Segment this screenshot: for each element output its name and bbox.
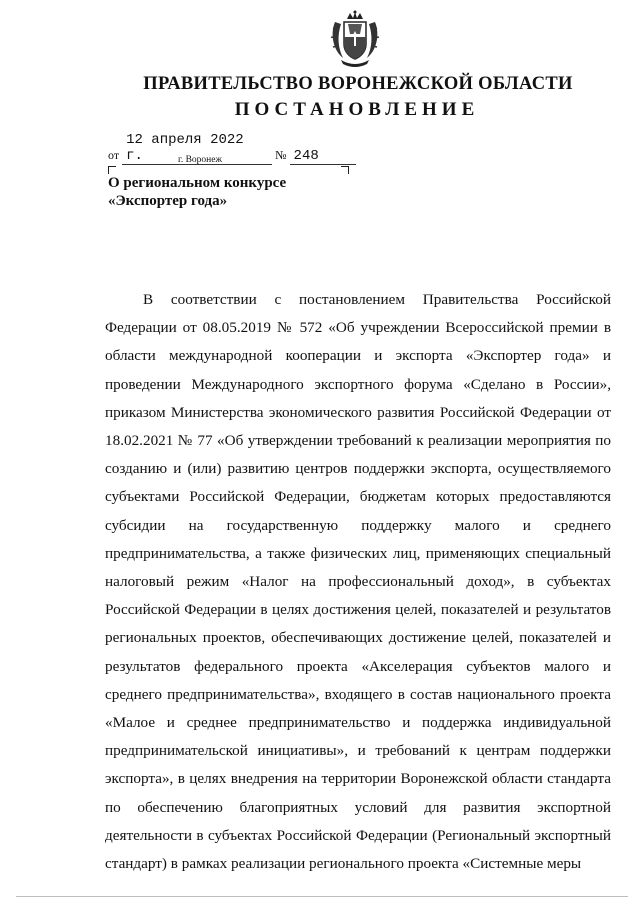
subject-corner-right (341, 166, 349, 174)
subject-line-2: «Экспортер года» (108, 193, 228, 209)
document-date: 12 апреля 2022 г. (122, 132, 272, 165)
page-bottom-rule (16, 896, 628, 897)
document-number: 248 (290, 148, 356, 165)
document-city: г. Воронеж (178, 155, 223, 165)
document-meta-line (108, 132, 356, 165)
number-prefix: № (275, 148, 287, 162)
subject-line-1: О региональном конкурсе (108, 175, 287, 191)
coat-of-arms-icon (329, 10, 381, 68)
organization-title: ПРАВИТЕЛЬСТВО ВОРОНЕЖСКОЙ ОБЛАСТИ (143, 74, 573, 94)
document-subject (108, 174, 286, 210)
subject-corner-left (108, 166, 116, 174)
date-prefix: от (108, 148, 120, 162)
body-paragraph: В соответствии с постановлением Правительства Российской Федерации от 08.05.2019 № 572 «Об учреждении Всероссийской премии в области международной кооперации и экспорта «Экспортер года» и проведении Международного экспортного форума «Сделано в России», приказом Министерства экономического развития Российской Федерации от 18.02.2021 № 77 «Об утверждении требований к реализации мероприятия по созданию и (или) развитию центров поддержки экспорта, осуществляемого субъектами Российской Федерации, бюджетам которых предоставляются субсидии на государственную поддержку малого и среднего предпринимательства, а также физических лиц, применяющих специальный налоговый режим «Налог на профессиональный доход», в субъектах Российской Федерации в целях достижения целей, показателей и результатов региональных проектов, обеспечивающих достижение целей, показателей и результатов федерального проекта «Акселерация субъектов малого и среднего предпринимательства», входящего в состав национального проекта «Малое и среднее предпринимательство и поддержка индивидуальной предпринимательской инициативы», и требований к центрам поддержки экспорта», в целях внедрения на территории Воронежской области стандарта по обеспечению благоприятных условий для развития экспортной деятельности в субъектах Российской Федерации (Региональный экспортный стандарт) в рамках реализации регионального проекта «Системные меры (105, 291, 611, 873)
document-type: ПОСТАНОВЛЕНИЕ (234, 99, 480, 120)
